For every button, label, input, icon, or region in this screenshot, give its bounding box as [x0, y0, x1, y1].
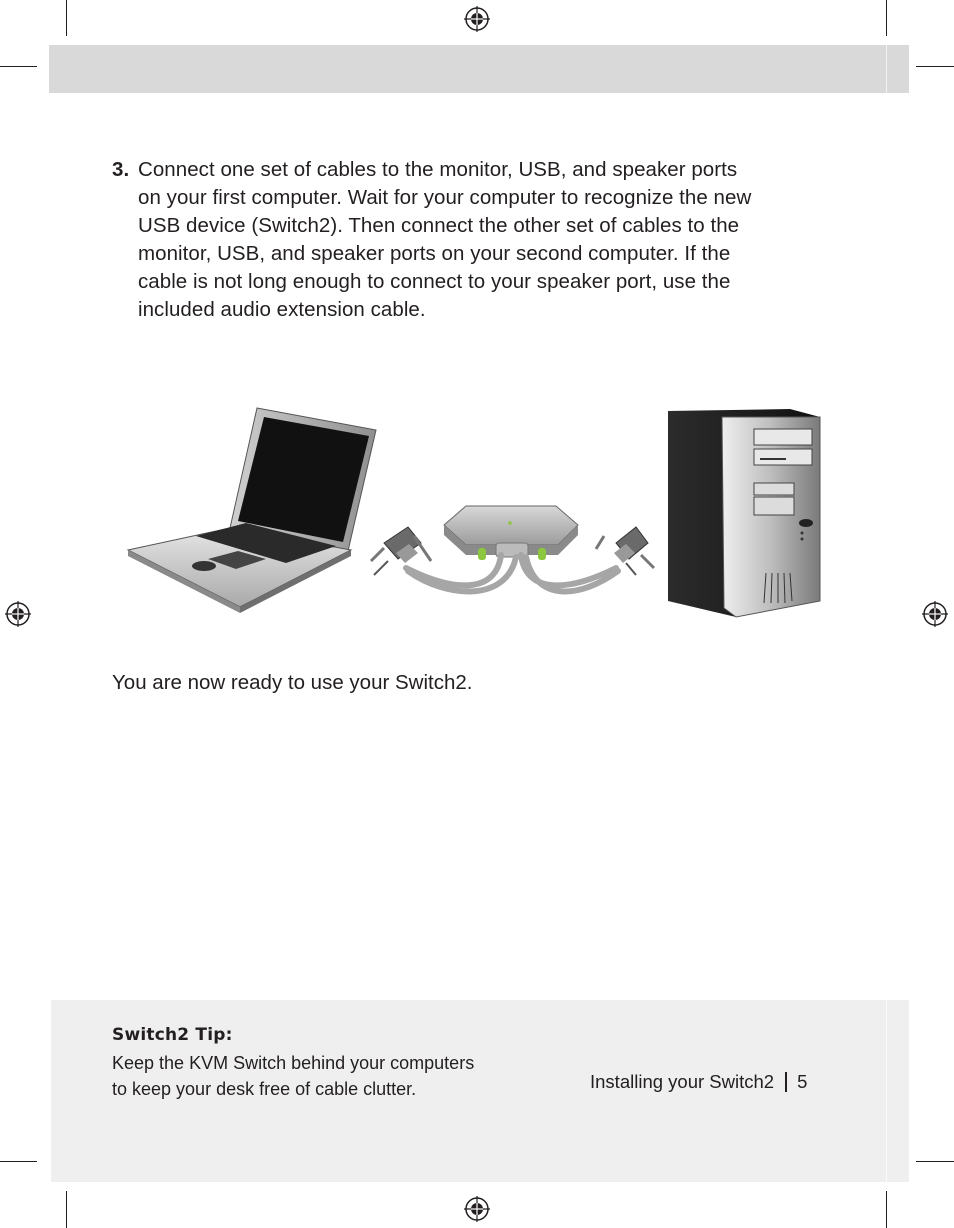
tip-line: Keep the KVM Switch behind your computers	[112, 1053, 475, 1073]
footer-divider	[785, 1072, 787, 1092]
step-line: USB device (Switch2). Then connect the other set of cables to the	[138, 214, 740, 237]
registration-mark-bottom-icon	[464, 1196, 490, 1222]
step-text	[138, 156, 872, 324]
step-line: monitor, USB, and speaker ports on your second computer. If the	[138, 242, 731, 265]
desktop-tower-icon	[668, 409, 820, 617]
tip-line: to keep your desk free of cable clutter.	[112, 1079, 417, 1099]
vga-connector-left-icon	[371, 527, 431, 575]
vga-connector-right-icon	[596, 527, 654, 575]
step-line: Connect one set of cables to the monitor, USB, and speaker ports	[138, 158, 738, 181]
header-band	[49, 45, 909, 93]
step-line: cable is not long enough to connect to your speaker port, use the	[138, 270, 731, 293]
crop-mark-top-right-vertical	[886, 0, 887, 36]
registration-mark-top-icon	[464, 6, 490, 32]
crop-mark-bottom-left-vertical	[66, 1191, 67, 1228]
step-number: 3.	[112, 158, 130, 181]
ready-message: You are now ready to use your Switch2.	[112, 671, 473, 694]
tip-title: Switch2 Tip:	[112, 1025, 233, 1045]
crop-mark-bottom-right-horizontal	[916, 1161, 954, 1162]
step-instruction	[112, 156, 872, 324]
laptop-icon	[128, 408, 376, 613]
cable-bundle-icon	[406, 555, 618, 591]
crop-mark-top-right-horizontal	[916, 66, 954, 67]
page-footer	[590, 1069, 807, 1095]
crop-mark-bottom-right-vertical	[886, 1191, 887, 1228]
connection-illustration	[126, 403, 830, 625]
crop-mark-bottom-left-horizontal	[0, 1161, 37, 1162]
page-number: 5	[797, 1071, 808, 1092]
step-line: on your first computer. Wait for your computer to recognize the new	[138, 186, 752, 209]
step-line: included audio extension cable.	[138, 298, 426, 321]
crop-mark-top-left-vertical	[66, 0, 67, 36]
crop-mark-top-left-horizontal	[0, 66, 37, 67]
registration-mark-left-icon	[5, 601, 31, 627]
kvm-switch-icon	[444, 506, 578, 560]
tip-text	[112, 1050, 552, 1102]
registration-mark-right-icon	[922, 601, 948, 627]
footer-section-title: Installing your Switch2	[590, 1071, 775, 1092]
